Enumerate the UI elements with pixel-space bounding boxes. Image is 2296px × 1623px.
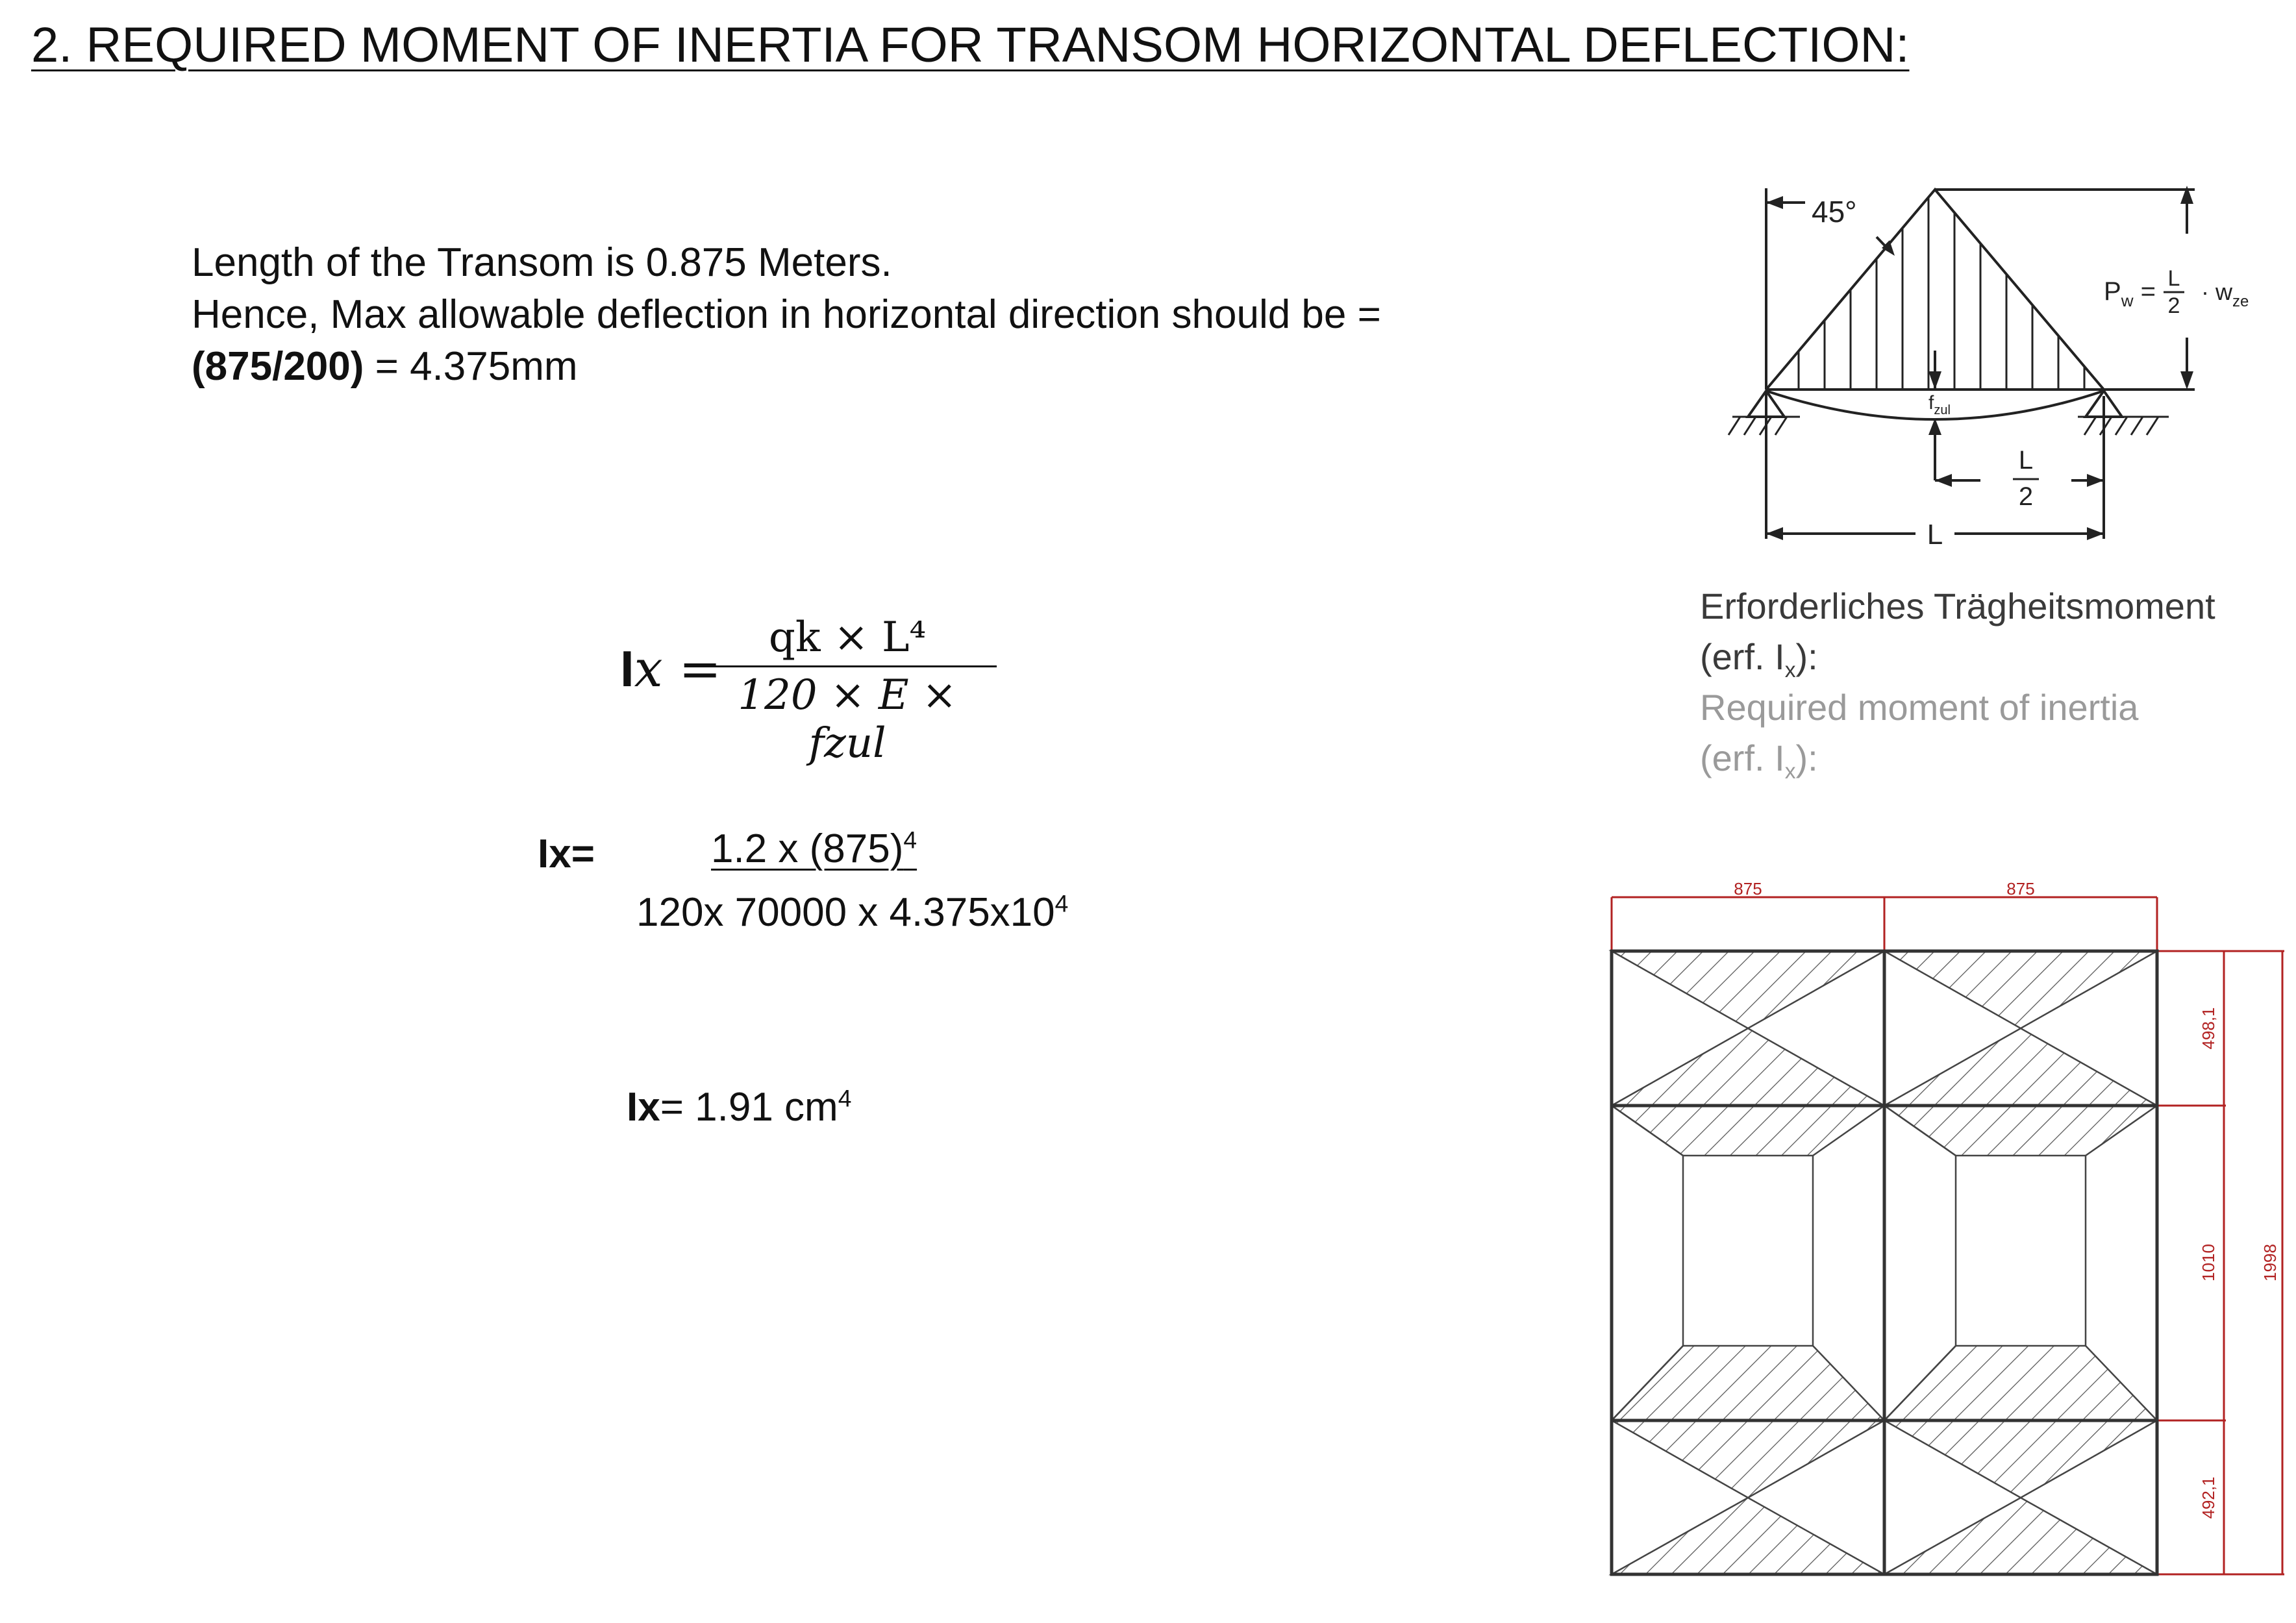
pw-rhs: · $w_{ze}$ xyxy=(2201,279,2249,310)
calc-denominator xyxy=(636,889,1068,935)
calc-denominator-exp: 4 xyxy=(1054,889,1069,917)
half-den: 2 xyxy=(2018,482,2034,511)
label-german-line2: (erf. $I_x$): xyxy=(1700,636,1818,683)
deflection-value: = 4.375mm xyxy=(364,344,578,389)
intro-line-2: Hence, Max allowable deflection in horizontal direction should be = xyxy=(192,292,1381,337)
calc-result-label: Ix xyxy=(627,1085,660,1130)
beam-load-diagram xyxy=(1688,175,2292,565)
formula-lhs-x: x = xyxy=(634,640,721,699)
label-english-line2: (erf. $I_x$): xyxy=(1700,737,1818,784)
calc-numerator xyxy=(711,826,917,872)
pw-frac-num: L xyxy=(2167,266,2180,291)
dim-width-right: 875 xyxy=(2006,879,2035,898)
label-german xyxy=(1700,581,2215,682)
calc-denominator-base: 120x 70000 x 4.375x10 xyxy=(636,890,1055,935)
dim-height-bottom: 492,1 xyxy=(2199,1476,2218,1519)
pw-label: $P_w$ = xyxy=(2104,277,2156,310)
span-label: L xyxy=(1927,519,1943,551)
calc-result-value: = 1.91 cm xyxy=(660,1085,838,1130)
calc-result xyxy=(627,1084,851,1130)
formula-lhs-i: I xyxy=(620,640,634,697)
pw-frac-den: 2 xyxy=(2167,293,2180,318)
calc-label: Ix= xyxy=(538,832,595,876)
dim-height-total: 1998 xyxy=(2260,1244,2280,1282)
dim-height-top: 498,1 xyxy=(2199,1007,2218,1050)
label-english-line1: Required moment of inertia xyxy=(1700,687,2139,728)
frame-outline xyxy=(1612,951,2157,1574)
label-english xyxy=(1700,682,2138,784)
page-title: 2. REQUIRED MOMENT OF INERTIA FOR TRANSOM HORIZONTAL DEFLECTION: xyxy=(31,18,1910,73)
intro-text xyxy=(192,237,1381,393)
intro-line-1: Length of the Transom is 0.875 Meters. xyxy=(192,240,892,285)
calc-numerator-exp: 4 xyxy=(903,826,917,854)
label-german-line1: Erforderliches Trägheitsmoment xyxy=(1700,586,2215,626)
intro-line-3 xyxy=(192,341,1381,393)
elevation-drawing xyxy=(1604,870,2296,1591)
dim-height-mid: 1010 xyxy=(2199,1244,2218,1282)
angle-label: 45° xyxy=(1812,195,1857,229)
half-num: L xyxy=(2018,446,2034,475)
formula-fraction xyxy=(698,613,997,767)
formula-numerator: qk × L⁴ xyxy=(698,613,997,667)
formula-denominator: 120 × E × fzul xyxy=(738,671,957,767)
deflection-ratio: (875/200) xyxy=(192,344,364,389)
fzul-label: $f_{zul}$ xyxy=(1928,392,1951,417)
calc-numerator-base: 1.2 x (875) xyxy=(711,826,904,871)
dim-width-left: 875 xyxy=(1734,879,1762,898)
calc-result-exp: 4 xyxy=(838,1084,852,1112)
